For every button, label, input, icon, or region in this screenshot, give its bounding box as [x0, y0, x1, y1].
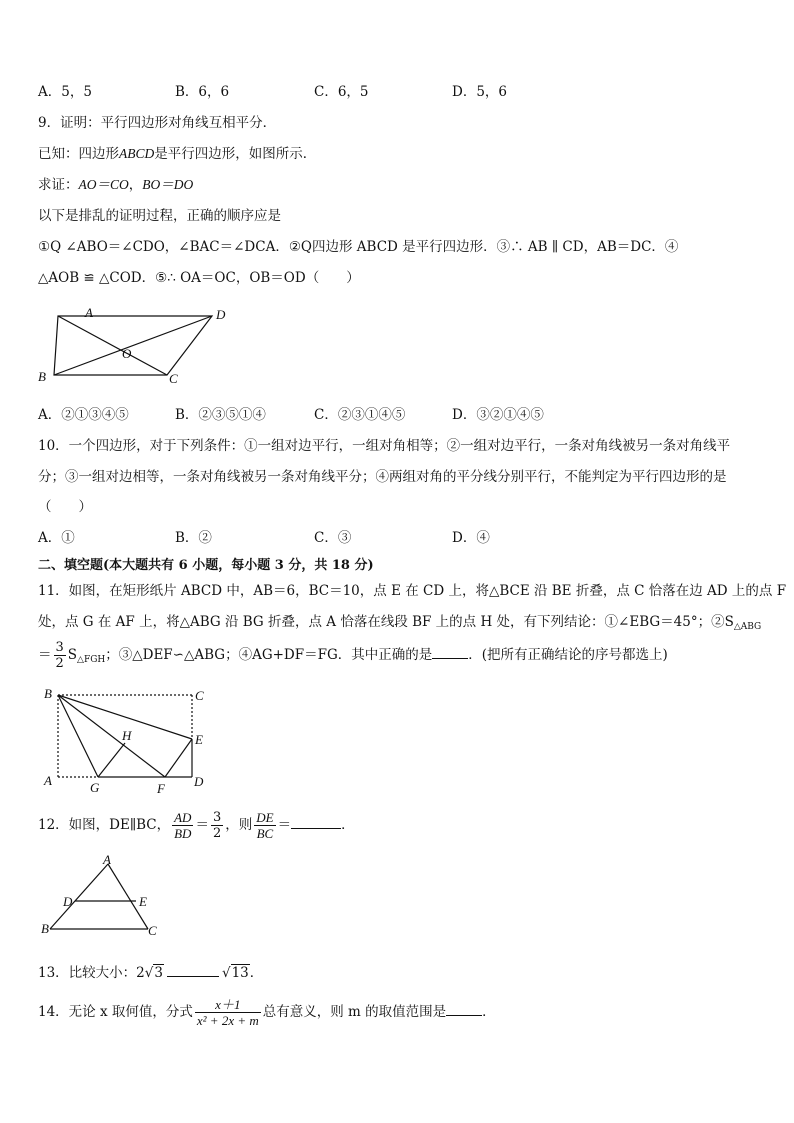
q10-option-b: B．② — [175, 530, 212, 546]
section-2-heading: 二、填空题(本大题共有 6 小题，每小题 3 分，共 18 分) — [38, 558, 374, 573]
q9-prove-sep: ， — [128, 177, 143, 193]
q8-option-b: B．6，6 — [175, 84, 230, 100]
label-d: D — [216, 307, 226, 322]
q11-rectangle-figure — [36, 684, 216, 796]
label-a: A — [85, 305, 93, 320]
q14-line — [38, 994, 496, 1030]
q13-pre: 13．比较大小：2 — [38, 965, 145, 981]
label-e: E — [139, 894, 147, 909]
q14-pre: 14．无论 x 取何值，分式 — [38, 1004, 193, 1020]
q14-frac-num: x＋1 — [195, 997, 261, 1013]
q12-mid: ，则 — [225, 817, 253, 833]
q12-frac2-num: 3 — [212, 810, 222, 825]
q11-line3-sub: △FGH — [77, 655, 106, 665]
q9-parallelogram-figure — [30, 305, 240, 385]
q9-given-post: 是平行四边形，如图所示． — [154, 146, 317, 162]
segment-fe — [165, 739, 192, 777]
q13-answer-blank[interactable] — [167, 962, 219, 977]
q10-option-d: D．④ — [452, 530, 490, 546]
q9-given — [38, 145, 316, 163]
q12-fraction-de-bc — [254, 810, 275, 841]
q13-line — [38, 962, 263, 982]
q11-line3-tail: ．(把所有正确结论的序号都选上) — [468, 647, 668, 663]
q12-frac1-num: AD — [174, 810, 192, 825]
q12-pre: 12．如图，DE∥BC， — [38, 817, 171, 833]
q9-option-c: C．②③①④⑤ — [314, 407, 406, 423]
q11-line2-text: 处，点 G 在 AF 上，将△ABG 沿 BG 折叠，点 A 恰落在线段 BF 上的点 H 处，有下列结论：①∠EBG＝45°；②S — [38, 614, 734, 630]
q11-frac-den: 2 — [55, 656, 64, 671]
q9-given-pre: 已知：四边形 — [38, 146, 119, 162]
q8-option-a: A．5，5 — [38, 84, 92, 100]
q11-line3-text: ；③△DEF∽△ABG；④AG+DF＝FG．其中正确的是 — [105, 647, 433, 663]
label-b: B — [41, 921, 49, 936]
label-e: E — [195, 732, 203, 747]
q11-line3 — [38, 637, 668, 678]
q11-line1: 11．如图，在矩形纸片 ABCD 中，AB＝6，BC＝10，点 E 在 CD 上，将△BCE 沿 BE 折叠，点 C 恰落在边 AD 上的点 F — [38, 583, 787, 599]
q10-line3: （ ） — [38, 499, 92, 515]
q12-triangle-figure — [38, 853, 168, 939]
q12-line — [38, 807, 355, 843]
q9-option-d: D．③②①④⑤ — [452, 407, 544, 423]
q14-answer-blank[interactable] — [446, 1001, 482, 1016]
q12-eq: ＝ — [195, 817, 209, 833]
q10-line2: 分；③一组对边相等，一条对角线被另一条对角线平分；④两组对角的平分线分别平行，不能判定为平行四边形的是 — [38, 469, 727, 485]
q14-end: ． — [482, 1004, 496, 1020]
segment-bf — [58, 695, 165, 777]
sqrt-icon: √ — [144, 965, 154, 981]
q9-prove — [38, 176, 193, 194]
q9-intro: 以下是排乱的证明过程，正确的顺序应是 — [38, 208, 281, 224]
q13-radicand-1: 3 — [154, 965, 163, 981]
label-f: F — [157, 781, 165, 796]
label-c: C — [148, 923, 157, 938]
q9-option-b: B．②③⑤①④ — [175, 407, 266, 423]
label-a: A — [44, 773, 52, 788]
q11-answer-blank[interactable] — [432, 644, 468, 659]
edge-ab — [50, 864, 108, 929]
q9-steps-line2: △AOB ≌ △COD．⑤∴ OA＝OC，OB＝OD（ ） — [38, 270, 360, 286]
q13-end: ． — [249, 965, 264, 981]
q11-line3-eq: ＝ — [38, 647, 52, 663]
q12-fraction-ad-bd — [172, 810, 193, 841]
q11-line3-s: S — [67, 647, 78, 663]
q9-option-a: A．②①③④⑤ — [38, 407, 129, 423]
q9-prove-expr1: AO＝CO — [78, 177, 129, 192]
label-h: H — [122, 728, 132, 743]
segment-gh — [98, 743, 125, 777]
q11-frac-num: 3 — [55, 640, 64, 655]
q12-frac1-den: BD — [174, 826, 192, 841]
segment-bg — [58, 695, 98, 777]
label-c: C — [169, 371, 178, 385]
label-b: B — [44, 686, 52, 701]
q14-fraction — [195, 997, 261, 1028]
q9-title: 9．证明：平行四边形对角线互相平分． — [38, 115, 277, 131]
q11-line2-sub: △ABG — [733, 622, 762, 632]
q9-given-abcd: ABCD — [119, 146, 155, 161]
q8-option-c: C．6，5 — [314, 84, 369, 100]
q12-fraction-3-2 — [211, 810, 223, 841]
label-d: D — [63, 894, 73, 909]
q8-option-d: D．5，6 — [452, 84, 508, 100]
label-o: O — [122, 346, 132, 361]
label-a: A — [103, 853, 111, 867]
q14-frac-den: x² + 2x + m — [196, 1013, 259, 1028]
sqrt-icon: √ — [221, 965, 231, 981]
label-b: B — [38, 369, 46, 384]
q12-end: ． — [341, 817, 355, 833]
q13-radicand-2: 13 — [231, 965, 249, 981]
q12-frac3-den: BC — [256, 826, 274, 841]
q10-option-c: C．③ — [314, 530, 352, 546]
diagonal-bd — [54, 316, 212, 375]
label-g: G — [90, 780, 100, 795]
q11-fraction — [54, 640, 66, 671]
q10-option-a: A．① — [38, 530, 75, 546]
q12-frac3-num: DE — [256, 810, 274, 825]
q11-line2 — [38, 613, 761, 636]
label-d: D — [194, 774, 204, 789]
q14-post: 总有意义，则 m 的取值范围是 — [262, 1004, 447, 1020]
q9-steps-line1: ①Q ∠ABO＝∠CDO，∠BAC＝∠DCA．②Q四边形 ABCD 是平行四边形．③∴ AB ∥ CD，AB＝DC．④ — [38, 239, 679, 255]
q9-prove-pre: 求证： — [38, 177, 79, 193]
q12-frac2-den: 2 — [212, 826, 222, 841]
q12-answer-blank[interactable] — [291, 814, 341, 829]
diagonal-ac — [58, 316, 167, 375]
label-c: C — [195, 688, 204, 703]
q9-prove-expr2: BO＝DO — [142, 177, 194, 192]
q10-line1: 10．一个四边形，对于下列条件：①一组对边平行，一组对角相等；②一组对边平行，一条对角线被另一条对角线平 — [38, 438, 731, 454]
q12-post: ＝ — [277, 817, 292, 833]
